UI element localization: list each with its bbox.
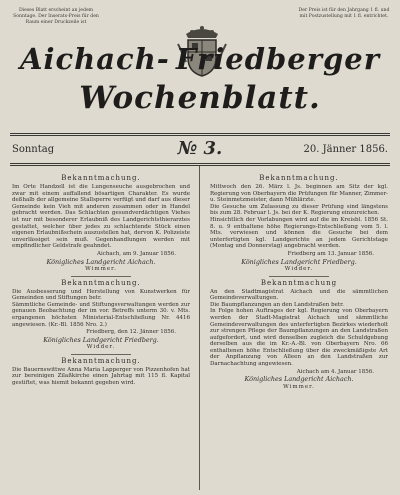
announcement-paragraph: An den Stadtmagistrat Aichach und die sämmtlichen Gemeindeverwaltungen. [210,288,388,302]
issuing-court: Königliches Landgericht Friedberg. [241,257,357,266]
official-signature: Widder. [86,344,116,351]
right-column [210,172,388,490]
article-separator [269,276,329,277]
subscription-note-right: Der Preis ist für den Jahrgang 1 fl. und mit Postzustellung mit 1 fl. entrichtet. [298,8,390,19]
announcement-place-date: Aichach am 4. Januar 1856. [296,368,374,375]
issuing-court: Königliches Landgericht Aichach. [244,375,354,384]
official-signature: Wimmer. [85,265,117,272]
announcement-paragraph: In Folge hohen Auftrages der kgl. Regierung von Oberbayern werden der Stadt-Magistrat Aichach und sämmtliche Gemeindeverwaltungen des unterfertigten Bezirkes wiederholt zur strengen Pflege der Baumpflanzungen an den Landstraßen aufgefordert, und wird denselben zugleich die Schuldgebung derselben aus die im Kr.-A.-Bl. von Oberbayern Nro. 66 enthaltenen höhe Entschließung über die zweckmäßigste Art der Anpflanzung von Alleen an den Landstraßen zur Darnachachtung angewiesen. [210,308,388,368]
left-column [12,172,190,490]
announcement-heading: Bekanntmachung. [259,174,339,182]
issuing-court: Königliches Landgericht Aichach. [46,257,156,266]
announcement-heading: Bekanntmachung. [61,278,141,287]
title-wochenblatt: Wochenblatt. [79,80,321,116]
announcement-paragraph: Die Bauernswittwe Anna Maria Lapperger von Pizzenhofen hat zur bereinigen Zilaßkirche einen Jahrtag mit 115 fl. Kapital gestiftet, was hiemit bekannt gegeben wird. [12,366,190,386]
dateline [12,138,388,160]
subscription-note-left: Dieses Blatt erscheint an jedem Sonntage. Der Inserats-Preis für den Raum einer Druckzeile ist [13,8,99,25]
title-friedberger: Friedberger [175,42,380,76]
top-rule-double [10,135,390,136]
announcement-paragraph: Im Orte Handzell ist die Lungenseuche ausgebrochen und zwar mit einem auffallend bösartigen Charakter. Es wurde deßhalb der allgemeine Stallsperre verfügt und darf aus dieser Gemeinde kein Vieh mit anderen zusammen oder in Handel gebracht werden. Das Schlachten gesundverdächtigen Viehes ist nur mit besonderer Erlaubniß des Landgerichtsthierarztes gestattet, welcher über jedes zu schlachtende Stück einen eigenen Erlaubnißschein auszustellen hat, dervon K. Polizeiste unverlässiget sein muß. Gegenhandlungen werden mit empfindlicher Geldstrafe geahndet. [12,184,190,250]
announcement-heading: Bekanntmachung [260,278,338,287]
issue-date: 20. Jänner 1856. [303,144,388,155]
dateline-rule [10,163,390,164]
announcement-paragraph: Die Gesuche um Zulassung zu dieser Prüfung sind längstens bis zum 28. Februar l. Js. bei der K. Regierung einzureichen. [210,203,388,217]
issue-number: № 3. [177,138,223,159]
announcement-place-date: Aichach, am 9. Januar 1856. [97,250,176,257]
announcement-heading: Bekanntmachung. [61,174,141,182]
announcement-paragraph: Hinsichtlich der Vorlabungen wird auf die im Kreisbl. 1856 St. 8. u. 9 enthaltene höhe Regierungs-Entschließung vom 5. l. Mts. verwiesen und können die Gesuche bei dem unterfertigten kgl. Landgerichte an jedem Gerichtstage (Montag und Donnerstag) angebracht werden. [210,216,388,250]
announcement-paragraph: Mittwoch den 26. März l. Js. beginnen am Sitz der kgl. Regierung von Oberbayern die Prüfungen für Manner, Zimmer- u. Steinmetzmeister, dann Mühlärzte. [210,184,388,204]
announcement-heading: Bekanntmachung. [61,356,141,365]
announcement-paragraph: Die Baumpflanzungen an den Landstraßen betr. [210,301,344,308]
announcement-place-date: Friedberg am 13. Januar 1856. [287,250,374,257]
official-signature: Widder. [284,265,314,272]
announcement-paragraph: Die Ausbesserung und Herstellung von Kunstwerken für Gemeinden und Stiftungen betr. [12,288,190,302]
top-rule [10,133,390,134]
announcement-place-date: Friedberg, den 12. Jänner 1856. [86,329,176,336]
article-separator [71,354,131,355]
title-aichach: Aichach- [20,42,170,76]
official-signature: Wimmer. [283,383,315,390]
issuing-court: Königliches Landgericht Friedberg. [43,335,159,344]
column-divider [199,166,200,490]
article-separator [71,276,131,277]
dateline-rule-double [10,165,390,166]
announcement-paragraph: Sämmtliche Gemeinde- und Stiftungsverwaltungen werden zur genauen Beobachtung der im vor. Betreffs unterm 30. v. Mts. ergangenen höchsten Ministerial-Entschließung Nr. 4416 angewiesen. (Kr.-Bl. 1856 Nro. 2.) [12,301,190,328]
issue-day: Sonntag [12,144,55,155]
masthead [0,0,400,136]
